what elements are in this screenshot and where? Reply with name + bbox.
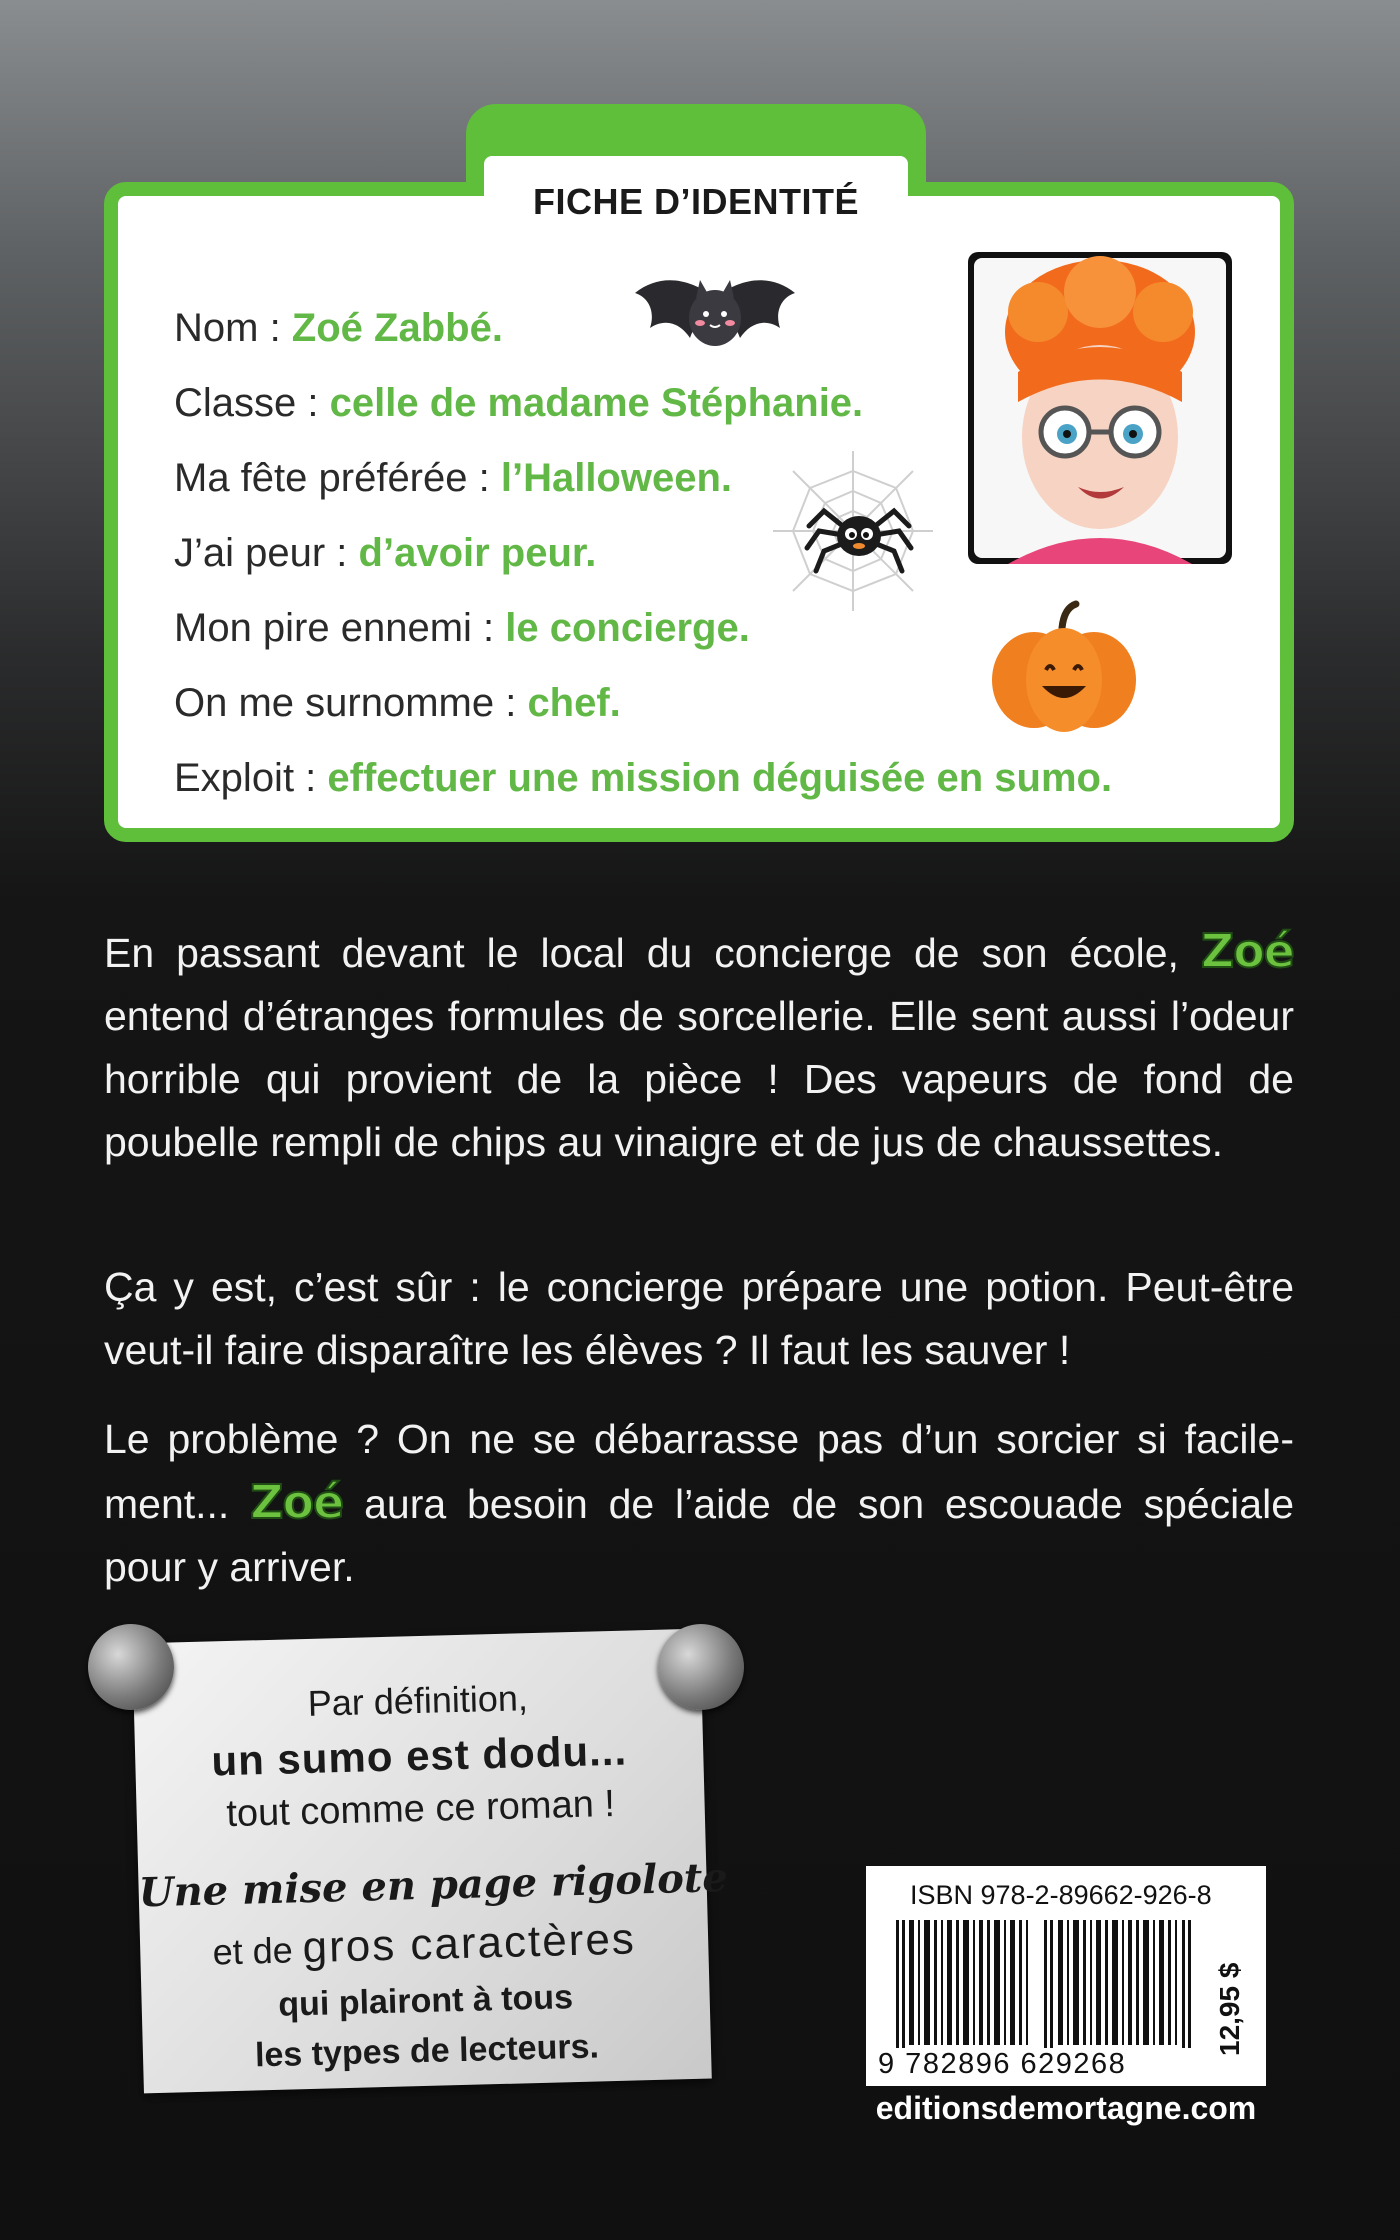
isbn-label: ISBN 978-2-89662-926-8 <box>910 1880 1212 1910</box>
note-line-7: les types de lecteurs. <box>254 2027 600 2075</box>
bat-icon <box>630 268 800 368</box>
field-label: J’ai peur : <box>174 531 359 575</box>
note-line-6: qui plairont à tous <box>277 1978 574 2024</box>
field-value: Zoé Zabbé. <box>291 306 503 350</box>
field-class <box>174 381 863 426</box>
note-line-3: tout comme ce roman ! <box>225 1782 616 1836</box>
synopsis-text: entend d’étranges formules de sorcellerie. Elle sent aussi l’odeur horrible qui provient de la pièce ! Des vapeurs de fond de poubelle rempli de chips au vinaigre et de jus de chaussettes. <box>104 993 1294 1165</box>
field-favorite-holiday <box>174 456 732 501</box>
field-label: Mon pire ennemi : <box>174 606 506 650</box>
synopsis-paragraph-2: Ça y est, c’est sûr : le concierge prépare une potion. Peut-être veut-il faire disparaître les élèves ? Il faut les sauver ! <box>104 1264 1294 1373</box>
note-line-2: un sumo est dodu... <box>210 1726 628 1785</box>
field-value: l’Halloween. <box>500 456 733 500</box>
field-nickname <box>174 681 621 726</box>
field-label: Classe : <box>174 381 330 425</box>
field-label: Exploit : <box>174 756 328 800</box>
card-title: FICHE D’IDENTITÉ <box>484 156 908 248</box>
identity-card <box>104 182 1294 842</box>
barcode-bars-icon <box>896 1920 1206 2060</box>
note-line-1: Par définition, <box>307 1677 529 1724</box>
zoe-logo-text: Zoé <box>1200 924 1294 978</box>
field-value: chef. <box>527 681 621 725</box>
publisher-website: editionsdemortagne.com <box>875 2090 1257 2126</box>
pin-tack-icon <box>658 1624 744 1710</box>
price-label: 12,95 $ <box>1214 1962 1245 2056</box>
note-line-4: Une mise en page rigolote <box>138 1854 729 1917</box>
pin-tack-icon <box>88 1624 174 1710</box>
field-value: d’avoir peur. <box>358 531 597 575</box>
barcode-block <box>866 1866 1266 2086</box>
field-label: Ma fête préférée : <box>174 456 501 500</box>
isbn-digits: 9 782896 629268 <box>878 2048 1208 2081</box>
synopsis-paragraph-1 <box>104 920 1294 1174</box>
zoe-logo-text: Zoé <box>250 1475 344 1529</box>
synopsis-text: aura besoin de l’aide de son escouade spéciale pour y arriver. <box>104 1481 1294 1590</box>
pinned-note <box>132 1629 729 2094</box>
field-value: effectuer une mission déguisée en sumo. <box>327 756 1113 800</box>
synopsis-paragraph-3 <box>104 1408 1294 1599</box>
synopsis-text: Le problème ? On ne se débarrasse pas d’un sorcier si facilement... <box>104 1416 1294 1527</box>
field-label: Nom : <box>174 306 292 350</box>
field-name <box>174 306 503 351</box>
field-exploit <box>174 756 1112 801</box>
field-value: le concierge. <box>505 606 750 650</box>
spider-icon <box>804 486 914 576</box>
note-big-text: gros caractères <box>302 1914 637 1973</box>
pumpkin-icon <box>984 598 1144 738</box>
field-enemy <box>174 606 750 651</box>
note-line-5 <box>140 1913 709 1978</box>
field-label: On me surnomme : <box>174 681 528 725</box>
note-text: et de <box>212 1929 304 1973</box>
field-fear <box>174 531 596 576</box>
field-value: celle de madame Stéphanie. <box>329 381 864 425</box>
synopsis-text: En passant devant le local du concierge de son école, <box>104 930 1201 976</box>
zoe-portrait <box>968 252 1232 564</box>
